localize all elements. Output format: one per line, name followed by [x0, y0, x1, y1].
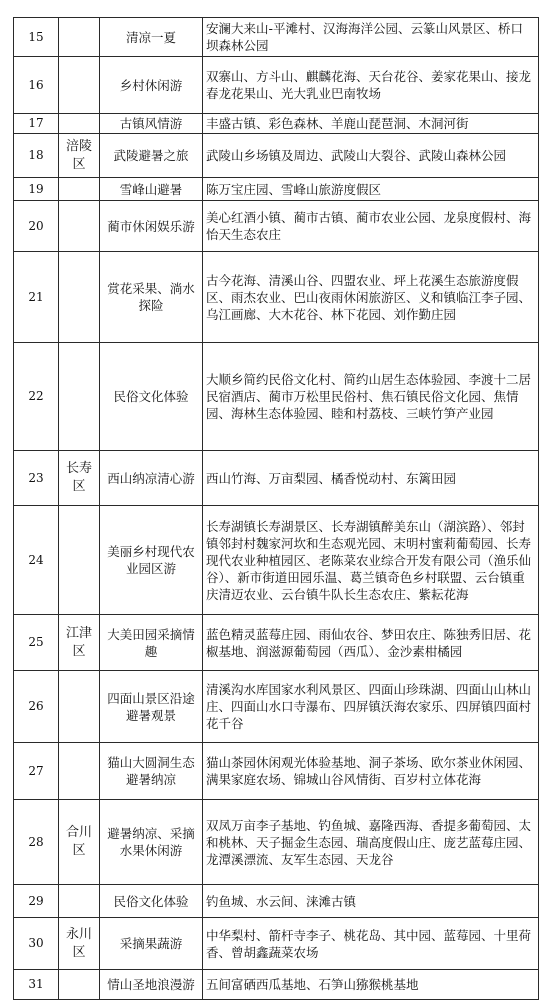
district-cell: [59, 114, 100, 134]
scenic-spots: 双凤万亩李子基地、钓鱼城、嘉隆西海、香提多葡萄园、太和桃林、天子掘金生态园、瑞高度假山庄、庞艺蓝莓庄园、龙潭溪漂流、友军生态园、天龙谷: [203, 800, 539, 885]
scenic-spots: 中华梨村、箭杆寺李子、桃花岛、其中园、蓝莓园、十里荷香、曾胡鑫蔬菜农场: [203, 918, 539, 970]
scenic-spots: 猫山茶园休闲观光体验基地、洞子茶场、欧尔茶业休闲园、满果家庭农场、锦城山谷风情街、百岁村立体花海: [203, 743, 539, 800]
route-name: 民俗文化体验: [100, 885, 203, 918]
tourism-route-table: [13, 17, 539, 1000]
row-number: 18: [14, 134, 59, 178]
table-row: [14, 615, 539, 671]
district-cell: [59, 201, 100, 252]
district-cell: 永川区: [59, 918, 100, 970]
scenic-spots: 钓鱼城、水云间、涞滩古镇: [203, 885, 539, 918]
table-row: [14, 800, 539, 885]
table-row: [14, 134, 539, 178]
route-name: 西山纳凉清心游: [100, 451, 203, 506]
row-number: 22: [14, 343, 59, 451]
table-row: [14, 201, 539, 252]
row-number: 31: [14, 970, 59, 1000]
row-number: 19: [14, 178, 59, 201]
row-number: 21: [14, 252, 59, 343]
district-cell: [59, 970, 100, 1000]
district-cell: 长寿区: [59, 451, 100, 506]
route-name: 四面山景区沿途避暑观景: [100, 671, 203, 743]
table-row: [14, 671, 539, 743]
scenic-spots: 美心红酒小镇、蔺市古镇、蔺市农业公园、龙泉度假村、海怡天生态农庄: [203, 201, 539, 252]
district-cell: [59, 743, 100, 800]
scenic-spots: 西山竹海、万亩梨园、橘香悦动村、东篱田园: [203, 451, 539, 506]
row-number: 30: [14, 918, 59, 970]
district-cell: [59, 343, 100, 451]
table-row: [14, 970, 539, 1000]
district-cell: [59, 885, 100, 918]
table-row: [14, 252, 539, 343]
row-number: 25: [14, 615, 59, 671]
district-cell: [59, 671, 100, 743]
scenic-spots: 双寨山、方斗山、麒麟花海、天台花谷、姜家花果山、接龙春龙花果山、光大乳业巴南牧场: [203, 57, 539, 114]
route-name: 美丽乡村现代农业园区游: [100, 506, 203, 615]
district-cell: 涪陵区: [59, 134, 100, 178]
row-number: 16: [14, 57, 59, 114]
district-cell: [59, 252, 100, 343]
table-row: [14, 451, 539, 506]
row-number: 24: [14, 506, 59, 615]
table-row: [14, 343, 539, 451]
route-name: 清凉一夏: [100, 18, 203, 57]
scenic-spots: 武陵山乡场镇及周边、武陵山大裂谷、武陵山森林公园: [203, 134, 539, 178]
district-cell: [59, 57, 100, 114]
table-row: [14, 57, 539, 114]
row-number: 20: [14, 201, 59, 252]
route-name: 民俗文化体验: [100, 343, 203, 451]
scenic-spots: 长寿湖镇长寿湖景区、长寿湖镇醉美东山（湖滨路）、邻封镇邻封村魏家河坎和生态观光园、末明村蜜莉葡萄园、长寿现代农业种植园区、老陈菜农业综合开发有限公司（渔乐仙谷）、新市街道田园乐温、葛兰镇奇色乡村联盟、云台镇重庆清迈农业、云台镇牛队长生态农庄、紫耘花海: [203, 506, 539, 615]
route-name: 采摘果蔬游: [100, 918, 203, 970]
table-row: [14, 506, 539, 615]
scenic-spots: 蓝色精灵蓝莓庄园、雨仙农谷、梦田农庄、陈独秀旧居、花椒基地、润滋源葡萄园（西瓜）、金沙素柑橘园: [203, 615, 539, 671]
table-row: [14, 885, 539, 918]
table-row: [14, 743, 539, 800]
route-name: 雪峰山避暑: [100, 178, 203, 201]
row-number: 23: [14, 451, 59, 506]
row-number: 29: [14, 885, 59, 918]
route-name: 蔺市休闲娱乐游: [100, 201, 203, 252]
district-cell: [59, 18, 100, 57]
route-name: 古镇风情游: [100, 114, 203, 134]
row-number: 17: [14, 114, 59, 134]
route-name: 情山圣地浪漫游: [100, 970, 203, 1000]
table-row: [14, 114, 539, 134]
route-name: 大美田园采摘情趣: [100, 615, 203, 671]
row-number: 27: [14, 743, 59, 800]
row-number: 28: [14, 800, 59, 885]
district-cell: 江津区: [59, 615, 100, 671]
table-row: [14, 178, 539, 201]
scenic-spots: 陈万宝庄园、雪峰山旅游度假区: [203, 178, 539, 201]
scenic-spots: 古今花海、清溪山谷、四盟农业、坪上花溪生态旅游度假区、雨杰农业、巴山夜雨休闲旅游区、义和镇临江李子园、乌江画廊、大木花谷、林下花园、刘作勤庄园: [203, 252, 539, 343]
district-cell: [59, 178, 100, 201]
route-name: 猫山大圆洞生态避暑纳凉: [100, 743, 203, 800]
route-name: 避暑纳凉、采摘水果休闲游: [100, 800, 203, 885]
route-name: 武陵避暑之旅: [100, 134, 203, 178]
scenic-spots: 清溪沟水库国家水利风景区、四面山珍珠湖、四面山山林山庄、四面山水口寺瀑布、四屏镇沃海农家乐、四屏镇四面村花千谷: [203, 671, 539, 743]
district-cell: [59, 506, 100, 615]
route-name: 乡村休闲游: [100, 57, 203, 114]
scenic-spots: 五间富硒西瓜基地、石笋山猕猴桃基地: [203, 970, 539, 1000]
row-number: 15: [14, 18, 59, 57]
scenic-spots: 大顺乡简约民俗文化村、简约山居生态体验园、李渡十二居民宿酒店、蔺市万松里民俗村、焦石镇民俗文化园、焦情园、海林生态体验园、睦和村荔枝、三峡竹笋产业园: [203, 343, 539, 451]
table-row: [14, 18, 539, 57]
scenic-spots: 安澜大来山-平滩村、汉海海洋公园、云篆山风景区、桥口坝森林公园: [203, 18, 539, 57]
table-row: [14, 918, 539, 970]
route-name: 赏花采果、淌水探险: [100, 252, 203, 343]
district-cell: 合川区: [59, 800, 100, 885]
row-number: 26: [14, 671, 59, 743]
scenic-spots: 丰盛古镇、彩色森林、羊鹿山琵琶洞、木洞河街: [203, 114, 539, 134]
